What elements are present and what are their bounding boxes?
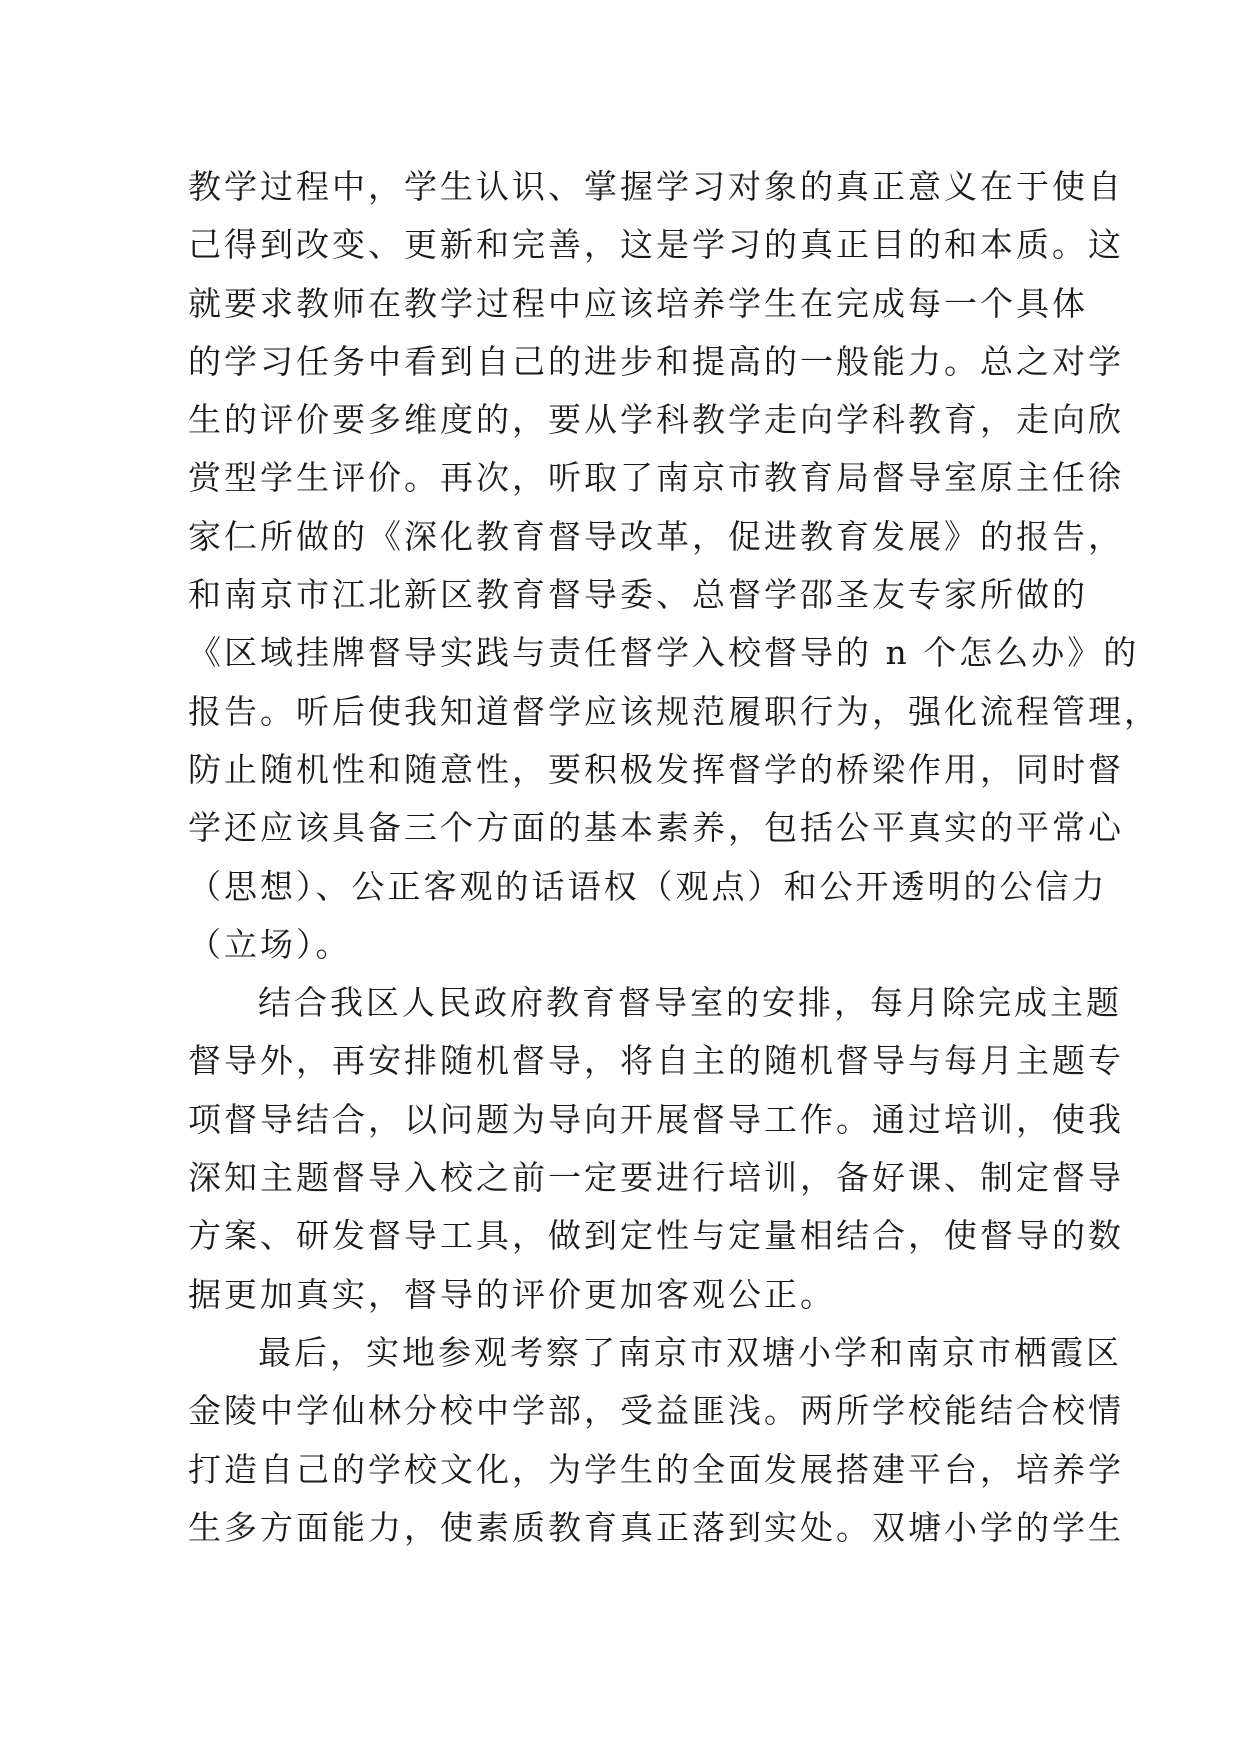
paragraph-first-line: 最后，实地参观考察了南京市双塘小学和南京市栖霞区 <box>258 1332 1122 1372</box>
paragraph-first-line: 结合我区人民政府教育督导室的安排，每月除完成主题 <box>258 983 1122 1023</box>
text-line: 防止随机性和随意性，要积极发挥督学的桥梁作用，同时督 <box>188 749 1124 789</box>
text-line: 赏型学生评价。再次，听取了南京市教育局督导室原主任徐 <box>188 458 1124 498</box>
text-line: 项督导结合，以问题为导向开展督导工作。通过培训，使我 <box>188 1099 1124 1139</box>
text-line: 就要求教师在教学过程中应该培养学生在完成每一个具体 <box>188 283 1088 323</box>
text-line: 方案、研发督导工具，做到定性与定量相结合，使督导的数 <box>188 1216 1124 1256</box>
text-line: 教学过程中，学生认识、掌握学习对象的真正意义在于使自 <box>188 167 1124 206</box>
text-line: 生多方面能力，使素质教育真正落到实处。双塘小学的学生 <box>188 1507 1124 1547</box>
text-line: 深知主题督导入校之前一定要进行培训，备好课、制定督导 <box>188 1158 1124 1198</box>
text-line: 据更加真实，督导的评价更加客观公正。 <box>188 1274 836 1314</box>
text-line: 生的评价要多维度的，要从学科教学走向学科教育，走向欣 <box>188 400 1124 440</box>
body-text <box>188 158 1160 1557</box>
text-line: 家仁所做的《深化教育督导改革，促进教育发展》的报告， <box>188 516 1124 556</box>
text-line: 和南京市江北新区教育督导委、总督学邵圣友专家所做的 <box>188 575 1088 615</box>
text-line: 己得到改变、更新和完善，这是学习的真正目的和本质。这 <box>188 225 1124 265</box>
text-line: （思想）、公正客观的话语权（观点）和公开透明的公信力 <box>188 866 1108 906</box>
text-line: 《区域挂牌督导实践与责任督学入校督导的 n 个怎么办》的 <box>188 633 1140 673</box>
text-line: 督导外，再安排随机督导，将自主的随机督导与每月主题专 <box>188 1041 1124 1081</box>
text-line: 学还应该具备三个方面的基本素养，包括公平真实的平常心 <box>188 808 1124 848</box>
text-line: 的学习任务中看到自己的进步和提高的一般能力。总之对学 <box>188 341 1124 381</box>
text-line: 报告。听后使我知道督学应该规范履职行为，强化流程管理， <box>188 691 1160 731</box>
text-line: （立场）。 <box>188 924 352 964</box>
text-line: 打造自己的学校文化，为学生的全面发展搭建平台，培养学 <box>188 1449 1124 1489</box>
text-line: 金陵中学仙林分校中学部，受益匪浅。两所学校能结合校情 <box>188 1391 1124 1431</box>
